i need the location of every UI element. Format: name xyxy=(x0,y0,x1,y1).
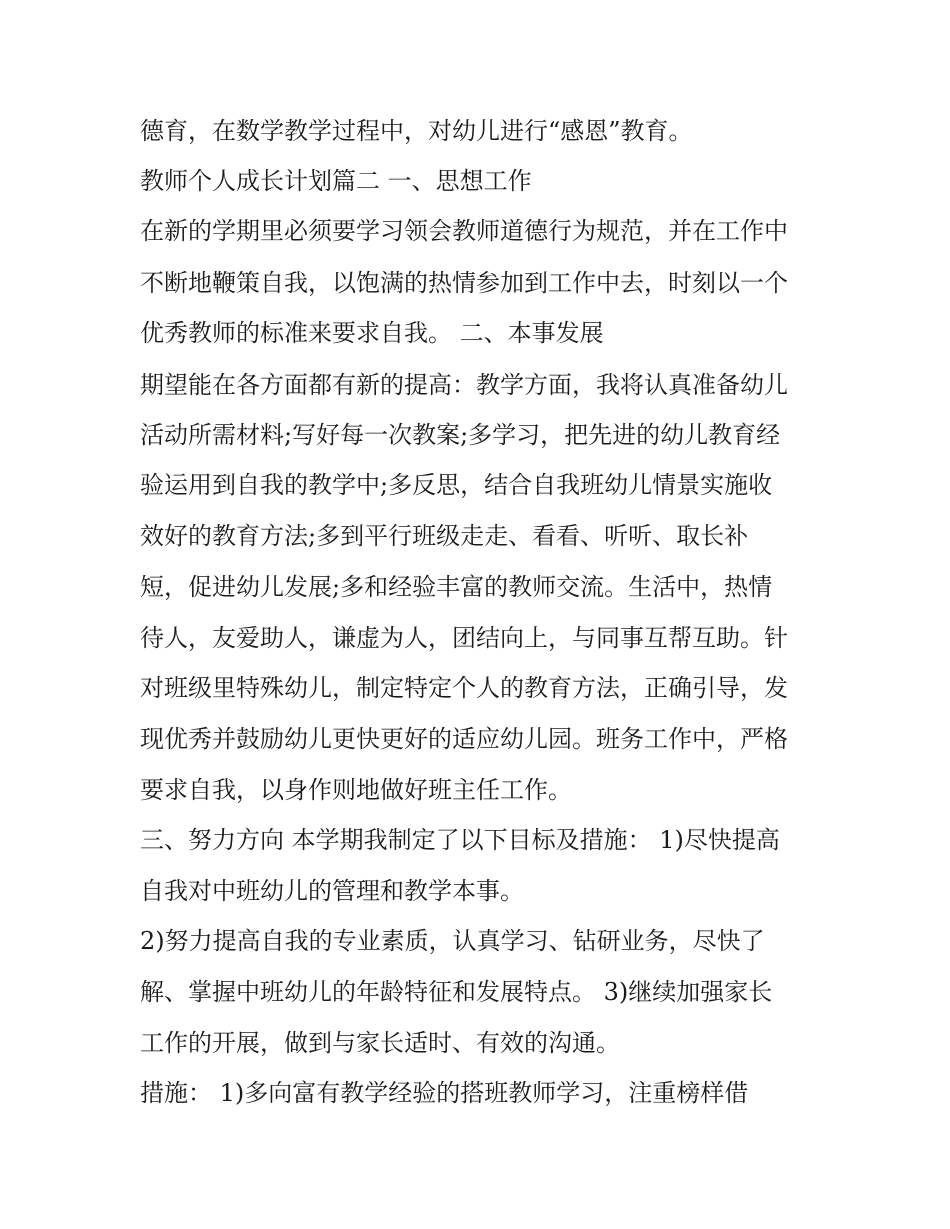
text-line: 不断地鞭策自我，以饱满的热情参加到工作中去，时刻以一个 xyxy=(140,269,788,297)
text-line: 在新的学期里必须要学习领会教师道德行为规范，并在工作中 xyxy=(140,217,788,245)
text-line: 现优秀并鼓励幼儿更快更好的适应幼儿园。班务工作中，严格 xyxy=(140,725,788,753)
text-line: 自我对中班幼儿的管理和教学本事。 xyxy=(140,877,524,905)
text-line: 效好的教育方法;多到平行班级走走、看看、听听、取长补 xyxy=(140,522,749,550)
text-line: 优秀教师的标准来要求自我。 二、本事发展 xyxy=(140,319,604,347)
text-line: 验运用到自我的教学中;多反思，结合自我班幼儿情景实施收 xyxy=(140,471,773,499)
text-line: 2)努力提高自我的专业素质，认真学习、钻研业务，尽快了 xyxy=(140,927,765,955)
text-line: 三、努力方向 本学期我制定了以下目标及措施： 1)尽快提高 xyxy=(140,826,780,854)
text-line: 短，促进幼儿发展;多和经验丰富的教师交流。生活中，热情 xyxy=(140,573,773,601)
section-heading: 教师个人成长计划篇二 一、思想工作 xyxy=(140,167,532,195)
text-line: 措施： 1)多向富有教学经验的搭班教师学习，注重榜样借 xyxy=(140,1079,749,1107)
text-line: 对班级里特殊幼儿，制定特定个人的教育方法，正确引导，发 xyxy=(140,674,788,702)
text-line: 德育，在数学教学过程中，对幼儿进行“感恩”教育。 xyxy=(140,117,693,145)
text-line: 解、掌握中班幼儿的年龄特征和发展特点。 3)继续加强家长 xyxy=(140,978,773,1006)
text-line: 期望能在各方面都有新的提高：教学方面，我将认真准备幼儿 xyxy=(140,371,788,399)
text-line: 待人，友爱助人，谦虚为人，团结向上，与同事互帮互助。针 xyxy=(140,624,788,652)
text-line: 活动所需材料;写好每一次教案;多学习，把先进的幼儿教育经 xyxy=(140,421,781,449)
text-line: 要求自我，以身作则地做好班主任工作。 xyxy=(140,776,572,804)
text-line: 工作的开展，做到与家长适时、有效的沟通。 xyxy=(140,1029,620,1057)
